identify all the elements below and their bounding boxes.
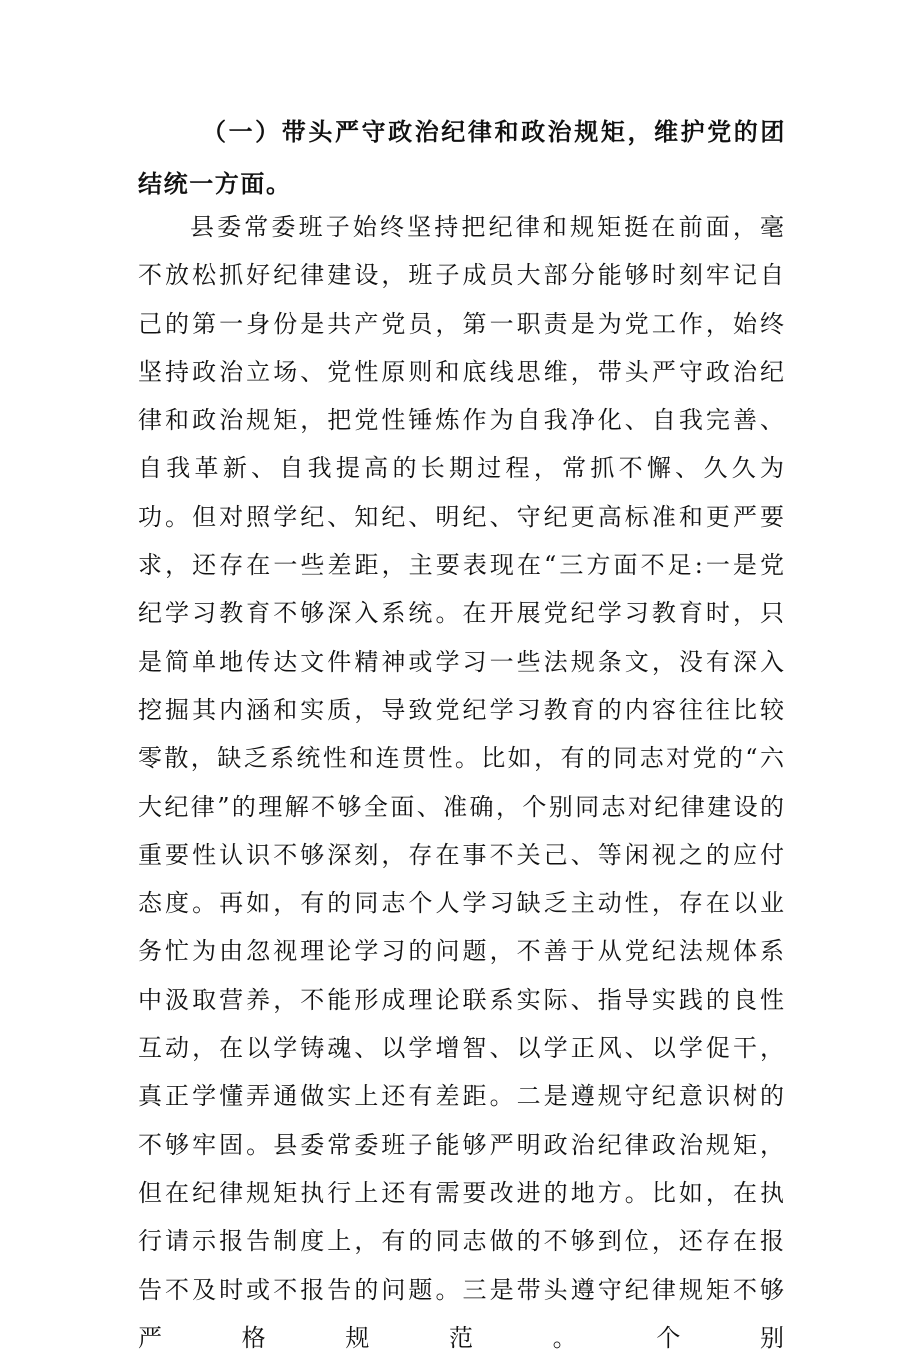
body-paragraph: 县委常委班子始终坚持把纪律和规矩挺在前面，毫不放松抓好纪律建设，班子成员大部分能够时刻牢记自己的第一身份是共产党员，第一职责是为党工作，始终坚持政治立场、党性原则和底线思维，带头严守政治纪律和政治规矩，把党性锤炼作为自我净化、自我完善、自我革新、自我提高的长期过程，常抓不懈、久久为功。但对照学纪、知纪、明纪、守纪更高标准和更严要求，还存在一些差距，主要表现在“三方面不足:一是党纪学习教育不够深入系统。在开展党纪学习教育时，只是简单地传达文件精神或学习一些法规条文，没有深入挖掘其内涵和实质，导致党纪学习教育的内容往往比较零散，缺乏系统性和连贯性。比如，有的同志对党的“六大纪律”的理解不够全面、准确，个别同志对纪律建设的重要性认识不够深刻，存在事不关己、等闲视之的应付态度。再如，有的同志个人学习缺乏主动性，存在以业务忙为由忽视理论学习的问题，不善于从党纪法规体系中汲取营养，不能形成理论联系实际、指导实践的良性互动，在以学铸魂、以学增智、以学正风、以学促干，真正学懂弄通做实上还有差距。二是遵规守纪意识树的不够牢固。县委常委班子能够严明政治纪律政治规矩，但在纪律规矩执行上还有需要改进的地方。比如，在执行请示报告制度上，有的同志做的不够到位，还存在报告不及时或不报告的问题。三是带头遵守纪律规矩不够严格规范。个别 (138, 213, 786, 1352)
section-heading: （一）带头严守政治纪律和政治规矩，维护党的团结统一方面。 (138, 118, 786, 198)
